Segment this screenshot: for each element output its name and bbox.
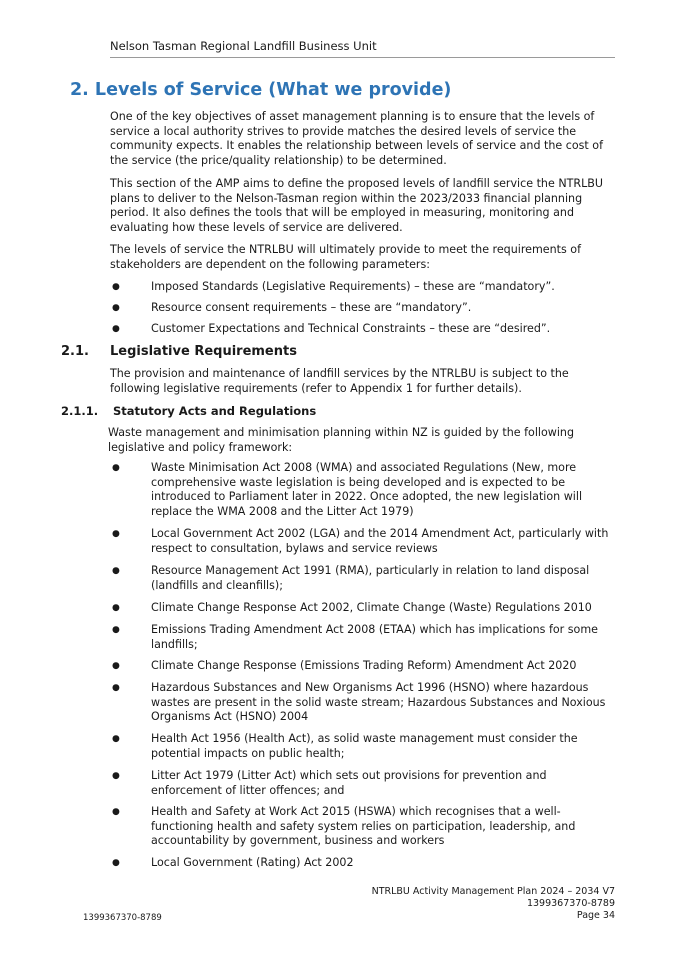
footer-left-id: 1399367370-8789 — [83, 913, 162, 923]
section-2-paragraph-2: This section of the AMP aims to define the proposed levels of landfill service the NTRLBU plans to deliver to the Nelson-Tasman region within the 2023/2033 financial planning period. It also defines the tools that will be employed in measuring, monitoring and evaluating how these levels of service are delivered. — [110, 177, 604, 235]
section-2-number: 2. — [70, 80, 89, 100]
section-2-1-number: 2.1. — [61, 344, 89, 359]
bullet-marker: ● — [112, 771, 120, 781]
bullet-marker: ● — [112, 625, 120, 635]
bullet-marker: ● — [112, 566, 120, 576]
section-2-heading — [70, 80, 451, 100]
bullet-marker: ● — [112, 529, 120, 539]
section-2-1-1-number: 2.1.1. — [61, 404, 99, 418]
footer-document-id: 1399367370-8789 — [526, 898, 615, 909]
section-2-paragraph-1: One of the key objectives of asset management planning is to ensure that the levels of service a local authority strives to provide matches the desired levels of service the community expects. It enables the relationship between levels of service and the cost of the service (the price/quality relationship) to be determined. — [110, 110, 603, 168]
footer-plan-title: NTRLBU Activity Management Plan 2024 – 2034 V7 — [371, 886, 615, 897]
section-2-paragraph-3: The levels of service the NTRLBU will ultimately provide to meet the requirements of stakeholders are dependent on the following parameters: — [110, 243, 581, 271]
section-2-1-title: Legislative Requirements — [110, 344, 297, 359]
bullet-marker: ● — [112, 683, 120, 693]
bullet-marker: ● — [112, 324, 120, 334]
section-2-1-paragraph: The provision and maintenance of landfill services by the NTRLBU is subject to the following legislative requirements (refer to Appendix 1 for further details). — [110, 367, 569, 395]
page-number: Page 34 — [576, 910, 615, 921]
section-2-1-1-paragraph: Waste management and minimisation planning within NZ is guided by the following legislative and policy framework: — [108, 426, 575, 454]
page-footer — [372, 886, 615, 922]
section-2-title: Levels of Service (What we provide) — [94, 80, 452, 100]
bullet-marker: ● — [112, 858, 120, 868]
bullet-marker: ● — [112, 661, 120, 671]
bullet-marker: ● — [112, 282, 120, 292]
bullet-marker: ● — [112, 734, 120, 744]
bullet-marker: ● — [112, 807, 120, 817]
section-2-1-1-title: Statutory Acts and Regulations — [113, 404, 317, 418]
running-header: Nelson Tasman Regional Landfill Business Unit — [110, 39, 615, 58]
bullet-marker: ● — [112, 463, 120, 473]
bullet-marker: ● — [112, 303, 120, 313]
bullet-marker: ● — [112, 603, 120, 613]
